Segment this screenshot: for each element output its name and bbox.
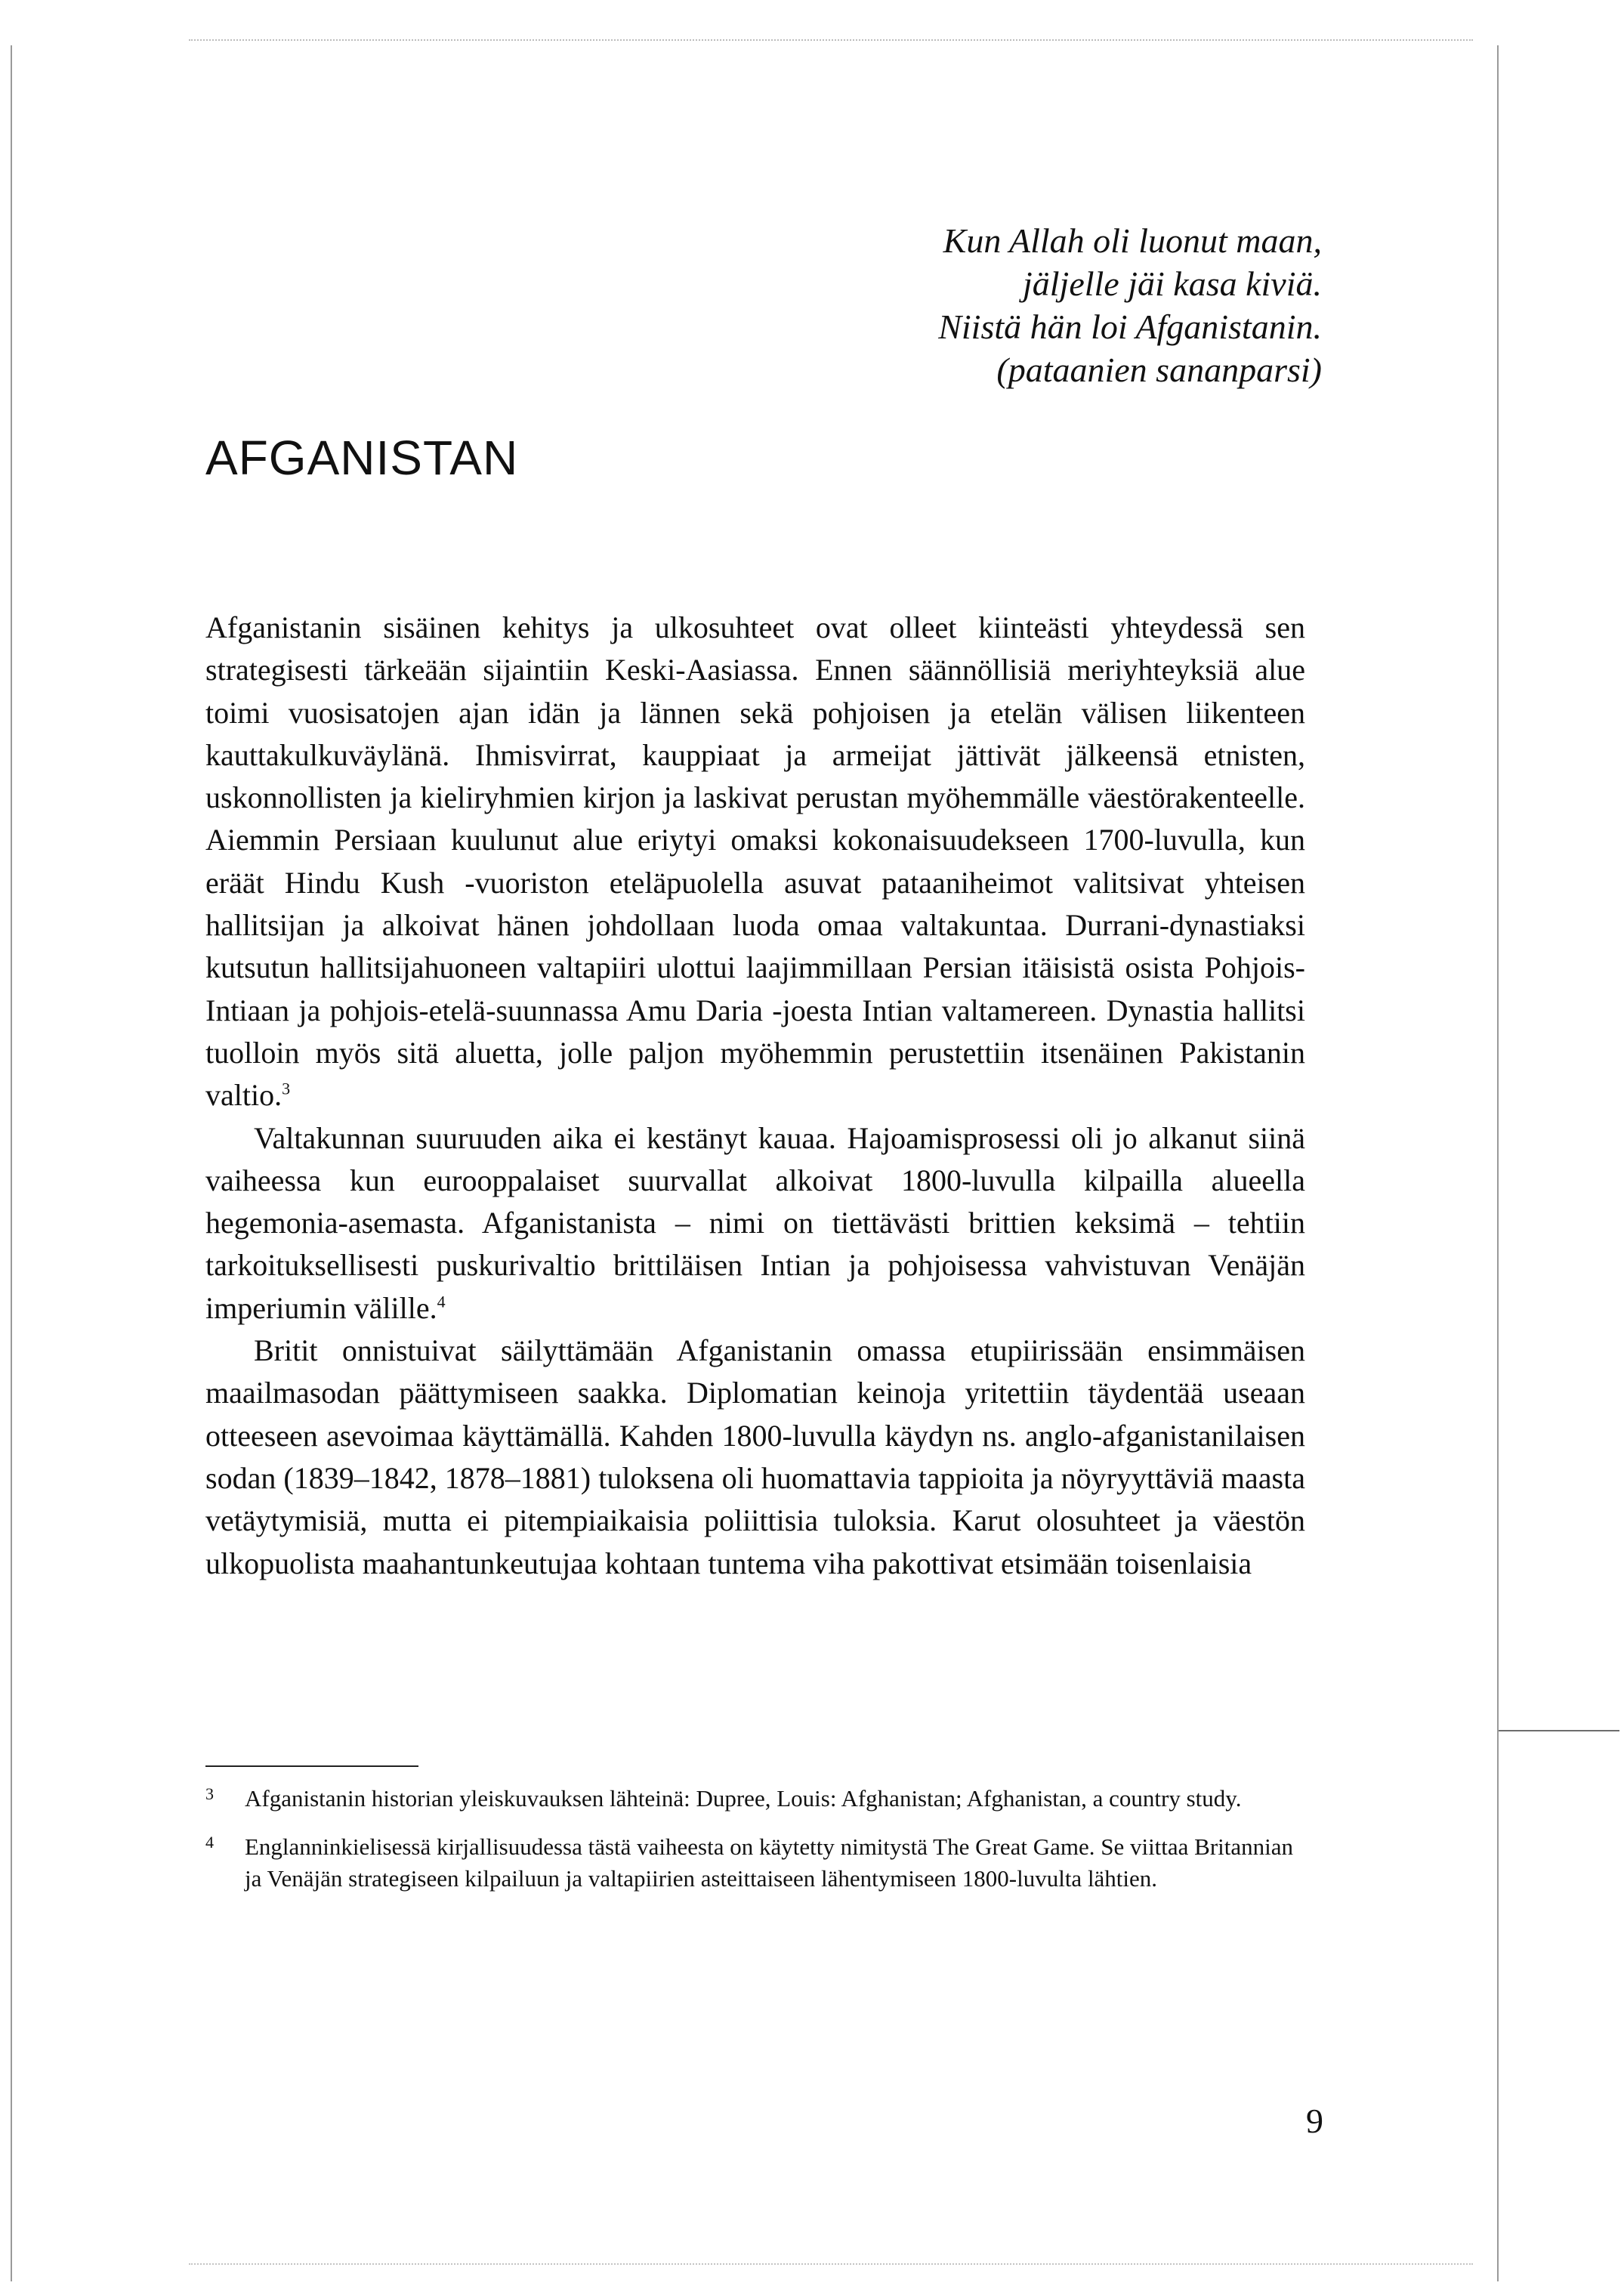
page-edge-right [1497, 45, 1499, 2281]
footnote-text: Englanninkielisessä kirjallisuudessa tästä vaiheesta on käytetty nimitystä The Great Game. Se viittaa Britannian ja Venäjän strategiseen kilpailuun ja valtapiirien asteittaiseen lähentymiseen 1800-luvulta lähtien. [245, 1833, 1294, 1892]
body-text [205, 607, 1305, 1585]
footnotes [205, 1783, 1305, 1911]
footnote-marker: 4 [205, 1833, 214, 1852]
footnote-ref-3: 3 [282, 1079, 291, 1098]
epigraph-line: jäljelle jäi kasa kiviä. [1022, 264, 1322, 303]
footnote-3 [205, 1783, 1305, 1815]
chapter-title: AFGANISTAN [205, 431, 519, 485]
paragraph-3-text: Britit onnistuivat säilyttämään Afganistanin omassa etupiirissään ensimmäisen maailmasodan päättymiseen saakka. Diplomatian keinoja yritettiin täydentää useaan otteeseen asevoimaa käyttämällä. Kahden 1800-luvulla käydyn ns. anglo-afganistanilaisen sodan (1839–1842, 1878–1881) tuloksena oli huomattavia tappioita ja nöyryyttäviä maasta vetäytymisiä, mutta ei pitempiaikaisia poliittisia tuloksia. Karut olosuhteet ja väestön ulkopuolista maahantunkeutujaa kohtaan tuntema viha pakottivat etsimään toisenlaisia [205, 1333, 1305, 1580]
page-number: 9 [1306, 2102, 1323, 2140]
epigraph-attribution: (pataanien sananparsi) [996, 351, 1322, 389]
footnote-separator [205, 1765, 418, 1767]
scan-edge-mark [1499, 1730, 1619, 1731]
paragraph-3 [205, 1330, 1305, 1585]
epigraph [938, 219, 1322, 391]
footnote-text: Afganistanin historian yleiskuvauksen lähteinä: Dupree, Louis: Afghanistan; Afghanistan, a country study. [245, 1785, 1242, 1812]
paragraph-1 [205, 607, 1305, 1117]
scan-top-artifact [189, 39, 1473, 41]
epigraph-line: Kun Allah oli luonut maan, [943, 221, 1322, 260]
footnote-4 [205, 1831, 1305, 1895]
epigraph-line: Niistä hän loi Afganistanin. [938, 307, 1322, 346]
scan-bottom-artifact [189, 2263, 1473, 2265]
paragraph-2 [205, 1117, 1305, 1330]
page-edge-left [11, 45, 12, 2281]
paragraph-1-text: Afganistanin sisäinen kehitys ja ulkosuhteet ovat olleet kiinteästi yhteydessä sen strategisesti tärkeään sijaintiin Keski-Aasiassa. Ennen säännöllisiä meriyhteyksiä alue toimi vuosisatojen ajan idän ja lännen sekä pohjoisen ja etelän välisen liikenteen kauttakulkuväylänä. Ihmisvirrat, kauppiaat ja armeijat jättivät jälkeensä etnisten, uskonnollisten ja kieliryhmien kirjon ja laskivat perustan myöhemmälle väestörakenteelle. Aiemmin Persiaan kuulunut alue eriytyi omaksi kokonaisuudekseen 1700-luvulla, kun eräät Hindu Kush -vuoriston eteläpuolella asuvat pataaniheimot valitsivat yhteisen hallitsijan ja alkoivat hänen johdollaan luoda omaa valtakuntaa. Durrani-dynastiaksi kutsutun hallitsijahuoneen valtapiiri ulottui laajimmillaan Persian itäisistä osista Pohjois-Intiaan ja pohjois-etelä-suunnassa Amu Daria -joesta Intian valtamereen. Dynastia hallitsi tuolloin myös sitä aluetta, jolle paljon myöhemmin perustettiin itsenäinen Pakistanin valtio. [205, 610, 1305, 1113]
footnote-marker: 3 [205, 1784, 214, 1803]
paragraph-2-text: Valtakunnan suuruuden aika ei kestänyt kauaa. Hajoamisprosessi oli jo alkanut siinä vaiheessa kun eurooppalaiset suurvallat alkoivat 1800-luvulla kilpailla alueella hegemonia-asemasta. Afganistanista – nimi on tiettävästi brittien keksimä – tehtiin tarkoituksellisesti puskurivaltio brittiläisen Intian ja pohjoisessa vahvistuvan Venäjän imperiumin välille. [205, 1120, 1305, 1325]
footnote-ref-4: 4 [437, 1292, 446, 1311]
